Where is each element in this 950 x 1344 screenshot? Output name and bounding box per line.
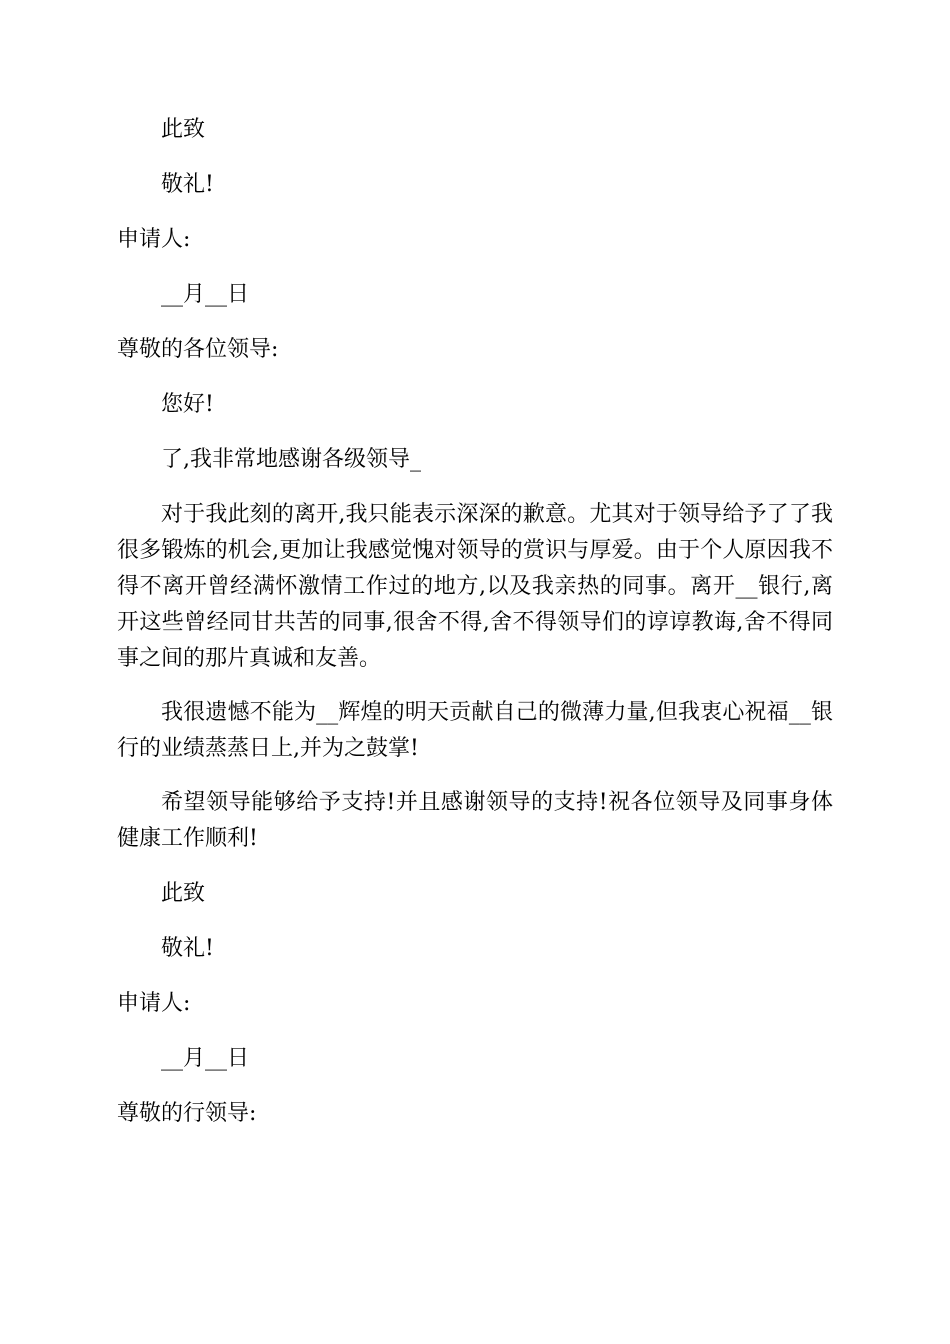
date-line: __月__日: [161, 1046, 250, 1071]
applicant-label: 申请人:: [117, 991, 191, 1016]
paragraph-regret: 我很遗憾不能为__辉煌的明天贡献自己的微薄力量,但我衷心祝福__银行的业绩蒸蒸日上,并为之鼓掌!: [117, 700, 833, 761]
greeting-hello: 您好!: [161, 392, 214, 417]
date-line: __月__日: [161, 282, 250, 307]
closing-text: 此致: [161, 881, 206, 906]
paragraph-departure: 对于我此刻的离开,我只能表示深深的歉意。尤其对于领导给予了了我很多锻炼的机会,更加让我感觉愧对领导的赏识与厚爱。由于个人原因我不得不离开曾经满怀激情工作过的地方,以及我亲热的同事。离开__银行,离开这些曾经同甘共苦的同事,很舍不得,舍不得领导们的谆谆教诲,舍不得同事之间的那片真诚和友善。: [117, 502, 833, 671]
salute-text: 敬礼!: [161, 936, 214, 961]
letter-body: [117, 112, 833, 1151]
salute-text: 敬礼!: [161, 172, 214, 197]
closing-text: 此致: [161, 117, 206, 142]
paragraph-fragment: 了,我非常地感谢各级领导_: [161, 447, 421, 472]
paragraph-wishes: 希望领导能够给予支持!并且感谢领导的支持!祝各位领导及同事身体健康工作顺利!: [117, 790, 833, 851]
applicant-label: 申请人:: [117, 227, 191, 252]
greeting-recipient: 尊敬的行领导:: [117, 1101, 257, 1126]
greeting-recipient: 尊敬的各位领导:: [117, 337, 279, 362]
